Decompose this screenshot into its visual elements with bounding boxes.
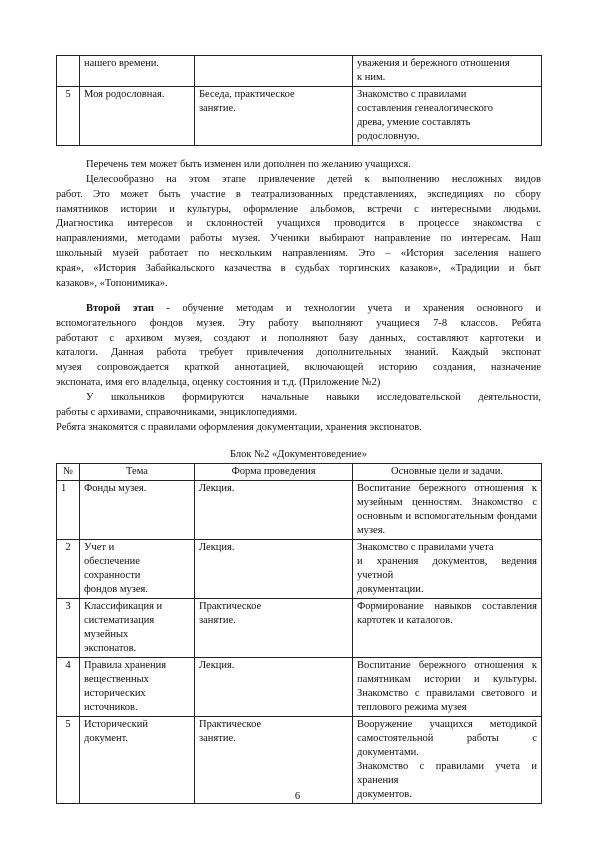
paragraph-topics-note: Перечень тем может быть изменен или дополнен по желанию учащихся. xyxy=(86,159,411,170)
cell-form: Лекция. xyxy=(195,658,353,717)
table-row xyxy=(57,87,542,146)
cell-topic: Фонды музея. xyxy=(80,481,195,540)
cell-number: 2 xyxy=(57,540,80,599)
second-stage-heading: Второй этап xyxy=(86,303,154,314)
cell-topic: нашего времени. xyxy=(80,56,195,87)
column-header-topic: Тема xyxy=(80,464,195,481)
paragraph-second-stage: Второй этап - обучение методам и технологии учета и хранения основного и вспомогательного фондов музея. Эту работу выполняют учащиеся 7-8 классов. Ребята работают с архивом музея, создают и пополняют базу данных, составляют картотеки и каталоги. Данная работа требует привлечения дополнительных знаний. Каждый экспонат музея сопровождается краткой аннотацией, включающей историю создания, назначение экспоната, имя его владельца, оценку состояния и т.д. (Приложение №2) xyxy=(56,303,541,388)
paragraph-skills: У школьников формируются начальные навыки исследовательской деятельности, работы с архивами, справочниками, энциклопедиями. xyxy=(56,392,541,418)
cell-topic: Исторический документ. xyxy=(80,717,195,804)
cell-form: Лекция. xyxy=(195,540,353,599)
cell-topic: Классификация и систематизация музейных экспонатов. xyxy=(80,599,195,658)
cell-number: 5 xyxy=(57,717,80,804)
cell-goals: Знакомство с правилами учета и хранения документов, ведения учетной документации. xyxy=(353,540,542,599)
table-row xyxy=(57,599,542,658)
cell-goals: Воспитание бережного отношения к музейным ценностям. Знакомство с основным и вспомогательным фондами музея. xyxy=(353,481,542,540)
cell-goals: Воспитание бережного отношения к памятникам истории и культуры. Знакомство с правилами светового и теплового режима музея xyxy=(353,658,542,717)
page-number: 6 xyxy=(294,791,301,802)
column-header-form: Форма проведения xyxy=(195,464,353,481)
cell-form xyxy=(195,56,353,87)
cell-topic: Правила хранения вещественных исторических источников. xyxy=(80,658,195,717)
cell-form: Лекция. xyxy=(195,481,353,540)
table-caption: Блок №2 «Документоведение» xyxy=(230,449,367,460)
table-row xyxy=(57,56,542,87)
table-block1-continuation xyxy=(56,55,542,146)
cell-topic: Учет и обеспечение сохранности фондов музея. xyxy=(80,540,195,599)
paragraph-documentation: Ребята знакомятся с правилами оформления документации, хранения экспонатов. xyxy=(56,422,422,433)
cell-number: 4 xyxy=(57,658,80,717)
cell-goals: Знакомство с правилами составления генеалогического древа, умение составлять родословную. xyxy=(353,87,542,146)
cell-goals: Формирование навыков составления картотек и каталогов. xyxy=(353,599,542,658)
cell-goals: Вооружение учащихся методикой самостоятельной работы с документами. Знакомство с правилами учета и хранения документов. xyxy=(353,717,542,804)
table-block2-documentation xyxy=(56,463,542,804)
cell-number: 3 xyxy=(57,599,80,658)
cell-form: Практическое занятие. xyxy=(195,717,353,804)
cell-form: Беседа, практическое занятие. xyxy=(195,87,353,146)
cell-number xyxy=(57,56,80,87)
cell-topic: Моя родословная. xyxy=(80,87,195,146)
cell-number: 1 xyxy=(57,481,80,540)
cell-form: Практическое занятие. xyxy=(195,599,353,658)
table-row xyxy=(57,481,542,540)
column-header-number: № xyxy=(57,464,80,481)
table-header-row xyxy=(57,464,542,481)
cell-goals: уважения и бережного отношения к ним. xyxy=(353,56,542,87)
table-row xyxy=(57,540,542,599)
column-header-goals: Основные цели и задачи. xyxy=(353,464,542,481)
paragraph-first-stage-activities: Целесообразно на этом этапе привлечение детей к выполнению несложных видов работ. Это может быть участие в театрализованных представлениях, экспедициях по сбору памятников истории и культуры, оформление альбомов, встречи с интересными людьми. Диагностика интересов и склонностей учащихся проводится в процессе знакомства с направлениями, методами работы музея. Ученики выбирают направление по интересам. Наш школьный музей работает по нескольким направлениям. Это – «История заселения нашего края», «История Забайкальского казачества в судьбах торгинских казаков», «Традиции и быт казаков», «Топонимика». xyxy=(56,174,541,289)
cell-number: 5 xyxy=(57,87,80,146)
table-row xyxy=(57,658,542,717)
